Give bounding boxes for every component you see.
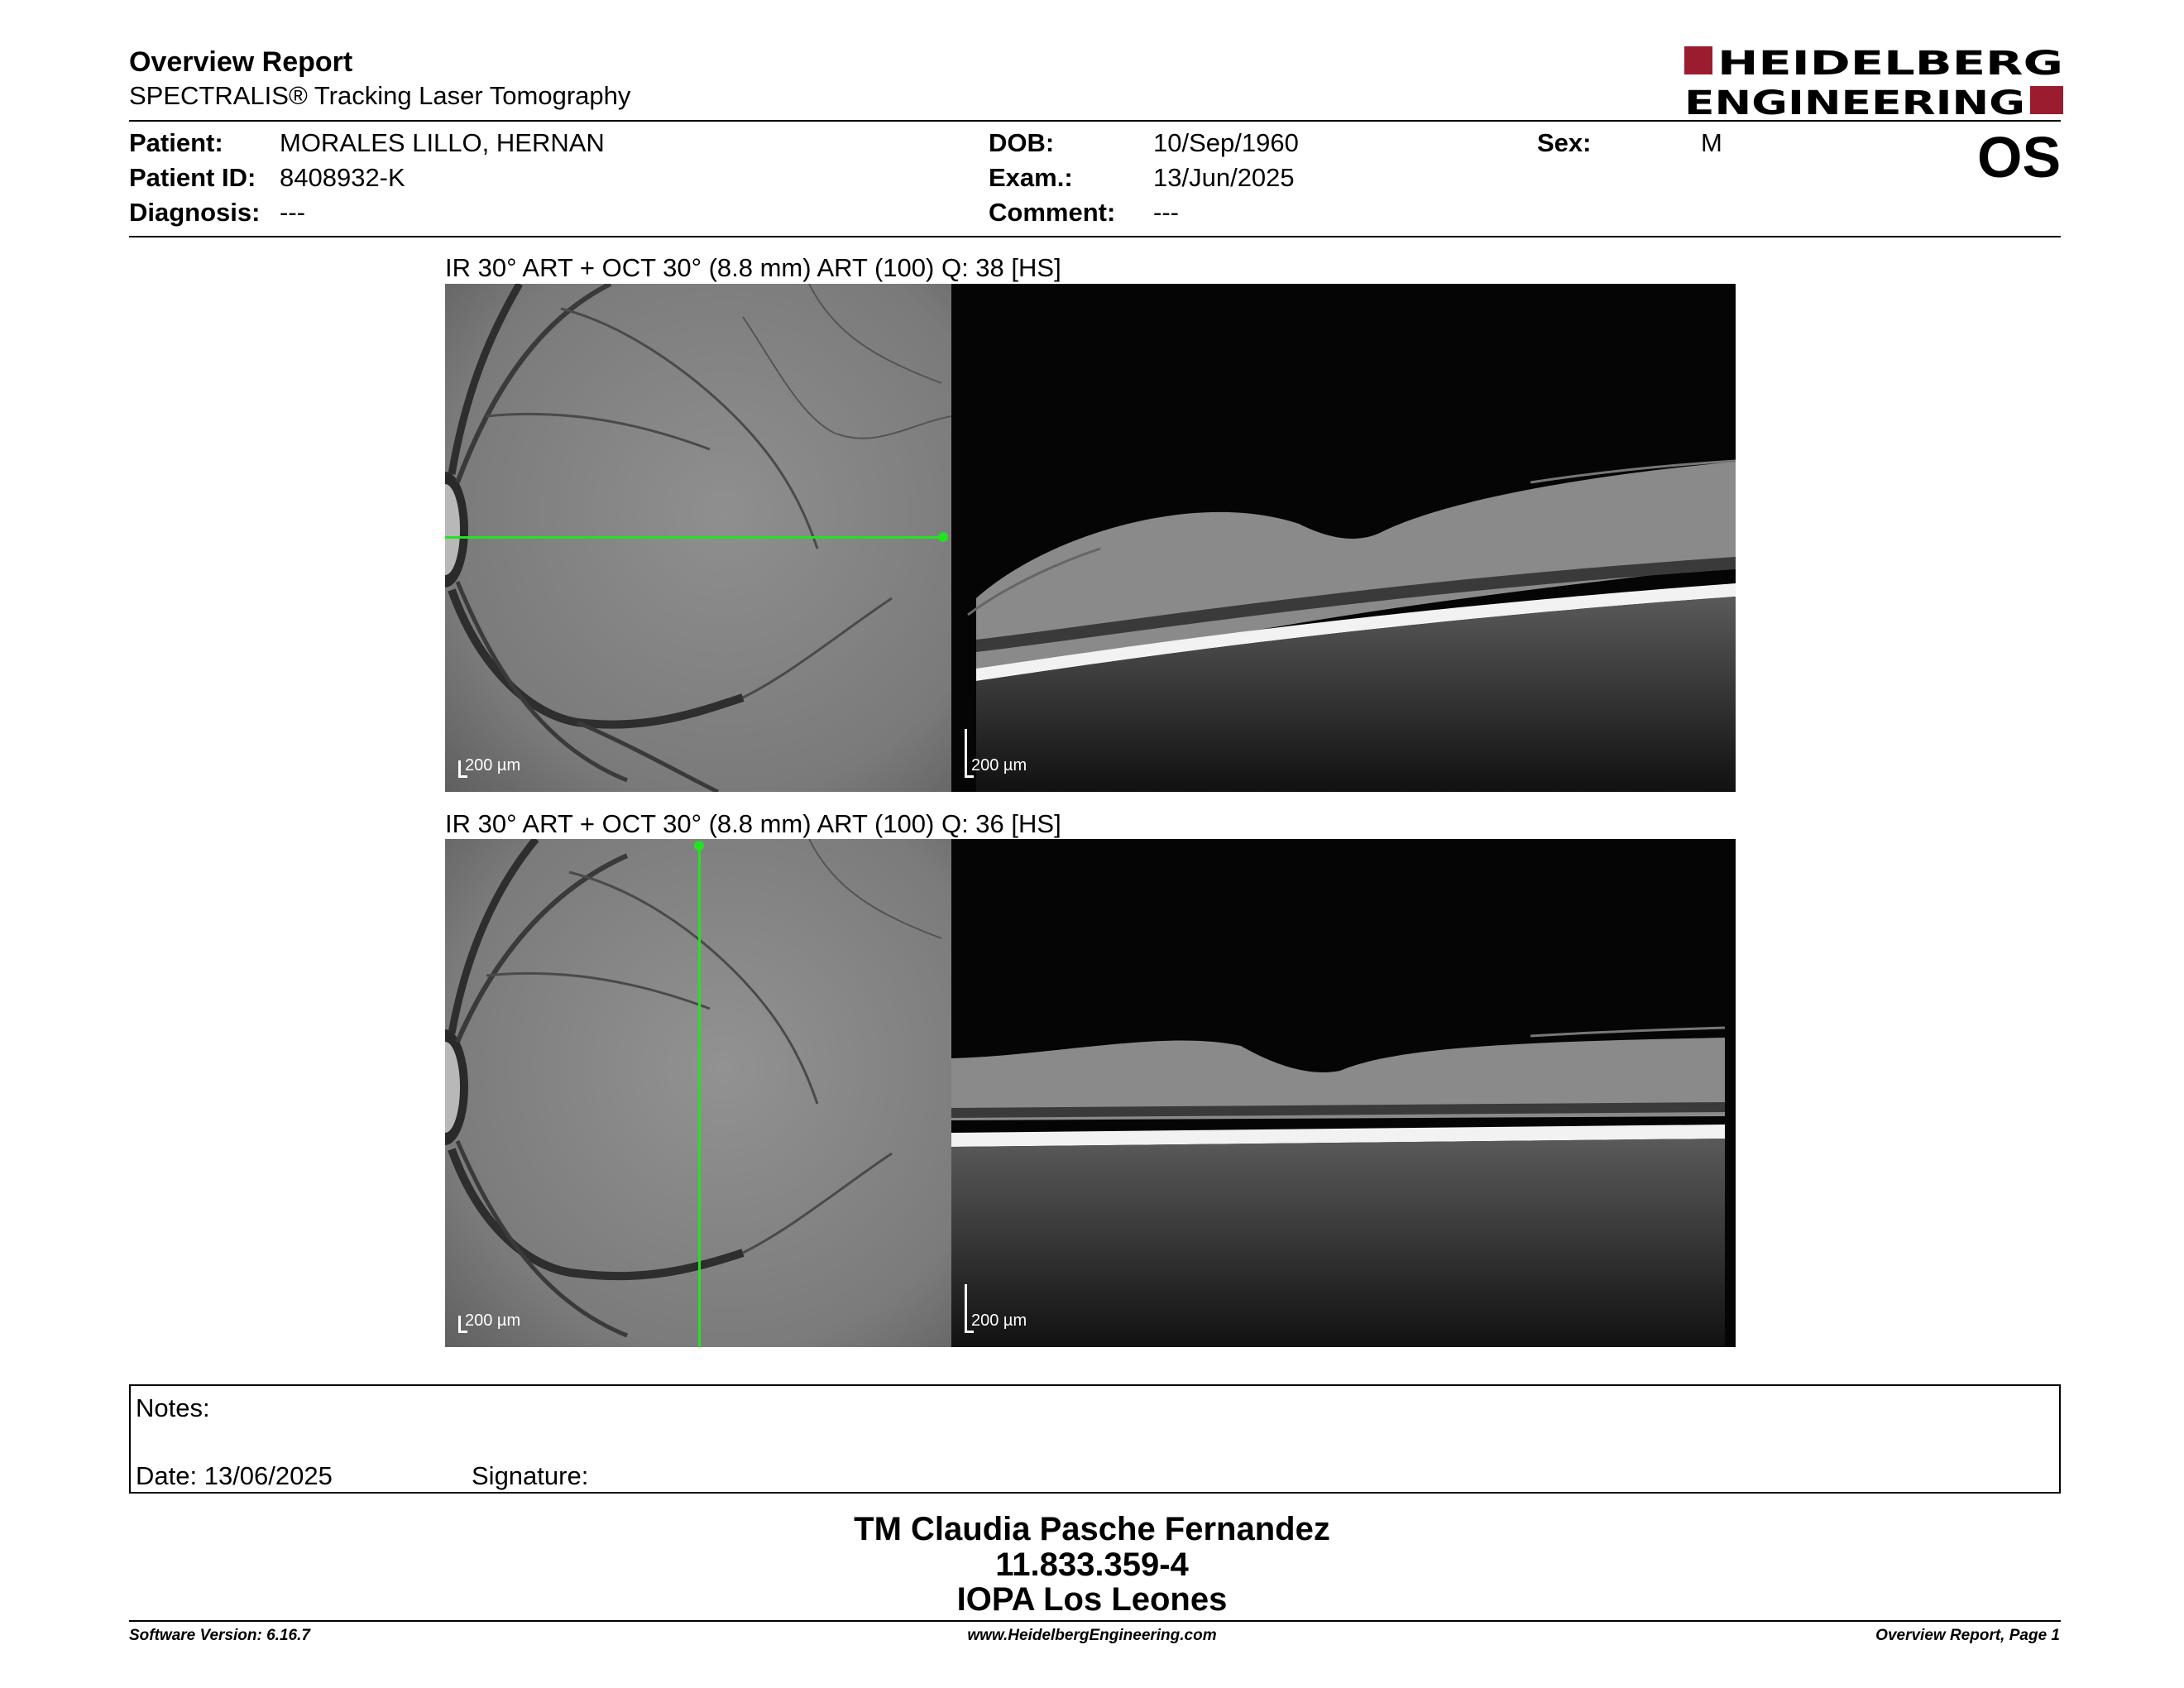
sex-label: Sex: [1537,128,1592,157]
eye-indicator: OS [1977,125,2062,189]
comment-label: Comment: [989,198,1116,227]
logo-line1: HEIDELBERG [1717,45,2063,83]
diagnosis-value: --- [280,198,305,227]
patient-divider [129,236,2061,237]
heidelberg-engineering-logo [1684,45,2065,117]
dob-label: DOB: [989,128,1055,157]
ir-fundus-image-2 [445,839,951,1347]
scan-line-vertical [698,844,701,1347]
notes-box[interactable] [129,1384,2061,1494]
scan-caption-1: IR 30° ART + OCT 30° (8.8 mm) ART (100) Q: 38 [HS] [445,253,1061,282]
website-link[interactable]: www.HeidelbergEngineering.com [967,1627,1217,1644]
patient-name: MORALES LILLO, HERNAN [280,128,605,157]
scan-line-horizontal [445,536,943,539]
exam-value: 13/Jun/2025 [1153,163,1295,192]
scan-caption-2: IR 30° ART + OCT 30° (8.8 mm) ART (100) Q: 36 [HS] [445,809,1061,838]
signature-label: Signature: [472,1461,589,1490]
software-version: Software Version: 6.16.7 [129,1627,310,1644]
scan-line-arrow [938,532,948,542]
exam-label: Exam.: [989,163,1073,192]
ir-scale-label-1: 200 µm [465,756,521,774]
ir-fundus-image-1 [445,284,951,792]
report-title: Overview Report [129,46,353,78]
oct-scale-label-2: 200 µm [971,1312,1027,1330]
oct-bscan-image-1 [951,284,1736,792]
patient-label: Patient: [129,128,223,157]
patient-id: 8408932-K [280,163,405,192]
ir-scale-label-2: 200 µm [465,1312,521,1330]
notes-label: Notes: [136,1393,210,1422]
patient-id-label: Patient ID: [129,163,256,192]
signer-institution: IOPA Los Leones [956,1581,1228,1618]
signer-id: 11.833.359-4 [995,1547,1189,1583]
oct-bscan-image-2 [951,839,1736,1347]
report-subtitle: SPECTRALIS® Tracking Laser Tomography [129,81,631,110]
scan-line-arrow [694,841,704,851]
page-number: Overview Report, Page 1 [1875,1627,2060,1644]
footer-divider [129,1620,2061,1622]
comment-value: --- [1153,198,1179,227]
oct-scale-label-1: 200 µm [971,756,1027,774]
header-divider [129,120,2061,122]
date-label: Date: 13/06/2025 [136,1461,333,1490]
logo-line2: ENGINEERING [1684,84,2025,117]
signer-name: TM Claudia Pasche Fernandez [854,1511,1330,1547]
diagnosis-label: Diagnosis: [129,198,261,227]
sex-value: M [1701,128,1722,157]
dob-value: 10/Sep/1960 [1153,128,1299,157]
